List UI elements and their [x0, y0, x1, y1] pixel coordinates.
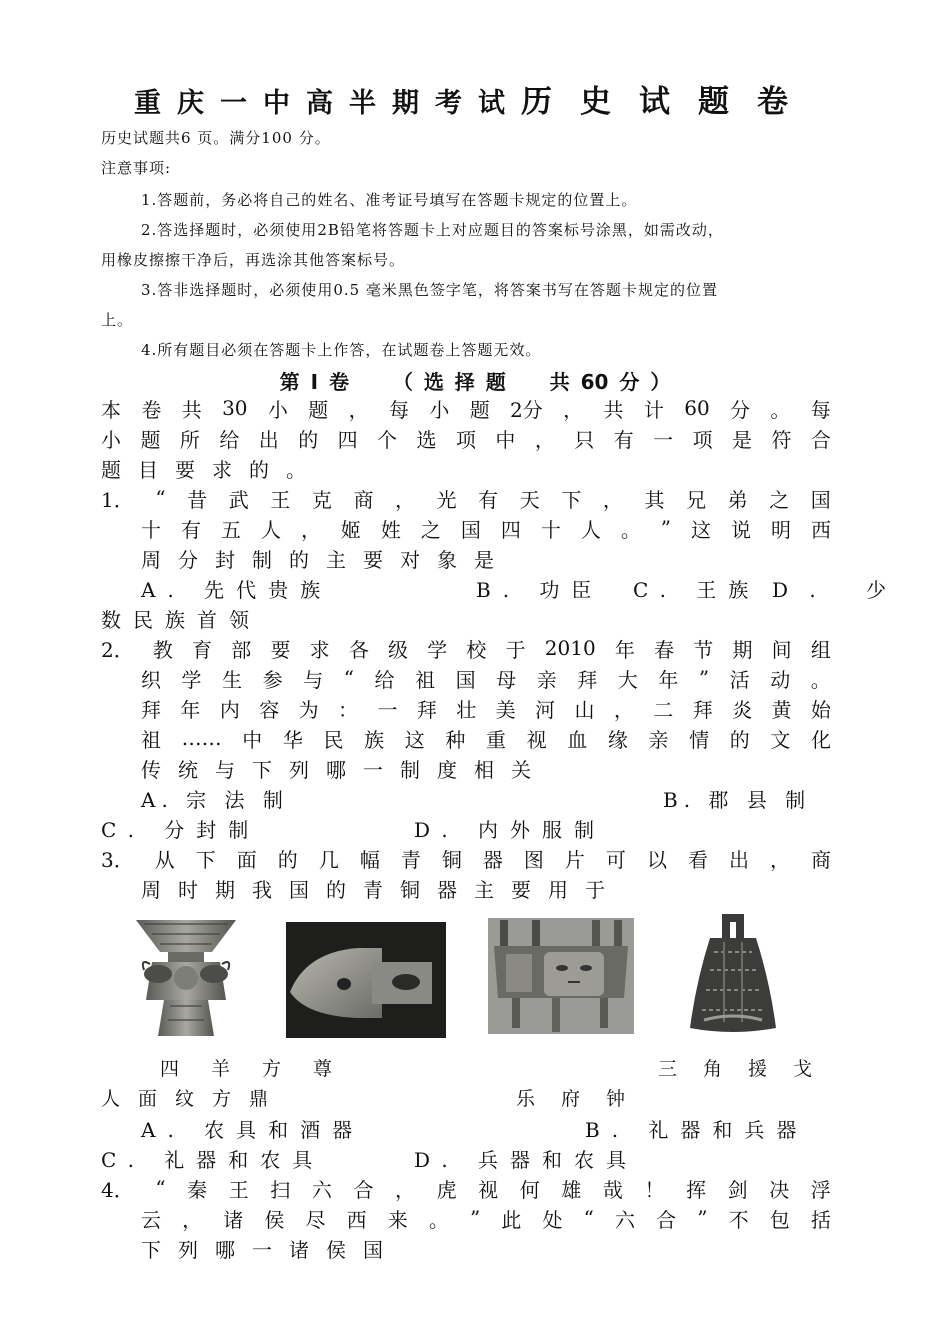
- text-char: 生: [222, 667, 243, 692]
- text-char: 处: [542, 1207, 563, 1232]
- question-3-option-a: A. 农具和酒器: [141, 1118, 365, 1142]
- text-char: 明: [770, 517, 791, 542]
- text-char: 要: [511, 877, 531, 902]
- text-char: 下: [141, 1237, 161, 1262]
- text-char: 学: [427, 637, 448, 662]
- text-char: 求: [212, 457, 232, 482]
- text-char: 于: [505, 637, 526, 662]
- text-char: 的: [298, 427, 319, 452]
- text-char: 侯: [264, 1207, 285, 1232]
- text-char: 相: [474, 757, 494, 782]
- text-char: 炎: [732, 697, 753, 722]
- text-char: 内: [219, 697, 240, 722]
- text-char: 符: [771, 427, 792, 452]
- text-char: 本: [101, 397, 121, 422]
- text-char: 下: [252, 757, 272, 782]
- text-char: 姬: [340, 517, 361, 542]
- question-2-option-a: A. 宗 法 制: [141, 788, 289, 812]
- text-char: 每: [388, 397, 409, 422]
- text-char: 十: [141, 517, 161, 542]
- text-char: 缘: [607, 727, 628, 752]
- text-char: 拜: [692, 697, 713, 722]
- text-char: 何: [519, 1177, 540, 1202]
- text-char: 题: [140, 427, 161, 452]
- text-char: 国: [460, 517, 481, 542]
- text-char: 五: [220, 517, 241, 542]
- text-char: 对: [400, 547, 420, 572]
- text-char: 这: [404, 727, 425, 752]
- text-char: 列: [289, 757, 309, 782]
- text-char: 哪: [326, 757, 346, 782]
- text-char: 计: [643, 397, 664, 422]
- text-char: 西: [810, 517, 831, 542]
- section-heading: 第 Ⅰ 卷 （ 选 择 题 共 60 分 ）: [279, 370, 671, 394]
- exam-title-school: 重庆一中高半期考试: [134, 88, 521, 119]
- text-char: 诸: [289, 1237, 309, 1262]
- text-char: 是: [474, 547, 494, 572]
- text-char: 六: [311, 1177, 332, 1202]
- text-char: 校: [466, 637, 487, 662]
- text-char: 年: [658, 667, 679, 692]
- text-char: 要: [270, 637, 291, 662]
- text-char: “: [155, 1176, 166, 1200]
- text-char: 中: [242, 727, 263, 752]
- question-1-option-a: A. 先代贵族: [141, 578, 333, 602]
- caption-four-ram-zun: 四羊方尊: [160, 1058, 365, 1080]
- text-char: 年: [180, 697, 201, 722]
- text-char: 与: [215, 757, 235, 782]
- text-char: ”: [697, 1206, 708, 1230]
- text-char: 织: [141, 667, 161, 692]
- text-char: 求: [309, 637, 330, 662]
- text-char: 目: [138, 457, 158, 482]
- text-char: 期: [215, 877, 235, 902]
- text-char: 始: [810, 697, 831, 722]
- text-char: 种: [445, 727, 466, 752]
- text-char: 视: [526, 727, 547, 752]
- text-char: 1．: [101, 487, 134, 512]
- text-char: 小: [101, 427, 121, 452]
- text-char: 国: [810, 487, 831, 512]
- text-char: “: [155, 486, 166, 510]
- text-char: 年: [614, 637, 635, 662]
- text-char: 给: [374, 667, 395, 692]
- text-char: 。: [428, 1207, 449, 1232]
- text-char: 一: [653, 427, 674, 452]
- text-char: 扫: [270, 1177, 291, 1202]
- text-char: 说: [731, 517, 751, 542]
- text-char: 小: [267, 397, 288, 422]
- text-char: 四: [337, 427, 358, 452]
- question-1-stem: [101, 484, 831, 512]
- text-char: 祖: [415, 667, 436, 692]
- text-char: 商: [811, 847, 831, 872]
- text-char: ，: [613, 697, 634, 722]
- text-char: 我: [252, 877, 272, 902]
- text-char: 列: [178, 1237, 198, 1262]
- text-char: 的: [289, 547, 309, 572]
- text-char: ，: [602, 487, 623, 512]
- bronze-ding-image: [488, 918, 634, 1034]
- question-2-option-d: D. 内外服制: [414, 818, 607, 842]
- text-char: 母: [496, 667, 517, 692]
- text-char: 主: [326, 547, 346, 572]
- text-char: ”: [698, 666, 710, 690]
- text-char: 主: [474, 877, 494, 902]
- text-char: 族: [364, 727, 385, 752]
- exam-title-subject: 历史试题卷: [521, 84, 816, 120]
- text-char: 兄: [686, 487, 707, 512]
- text-char: 合: [810, 427, 831, 452]
- text-char: 分: [178, 547, 198, 572]
- text-char: 以: [646, 847, 667, 872]
- text-char: 昔: [187, 487, 208, 512]
- text-char: 间: [771, 637, 792, 662]
- text-char: 下: [195, 847, 216, 872]
- text-char: 有: [478, 487, 499, 512]
- text-char: 出: [258, 427, 279, 452]
- text-char: 一: [252, 1237, 272, 1262]
- question-4-stem: [101, 1174, 831, 1202]
- text-char: 传: [141, 757, 161, 782]
- text-char: 关: [511, 757, 531, 782]
- text-char: 60: [684, 396, 710, 420]
- text-char: ，: [563, 397, 584, 422]
- text-char: “: [583, 1206, 594, 1230]
- section-instructions-line: [101, 454, 831, 482]
- text-char: 时: [178, 877, 198, 902]
- text-char: 是: [732, 427, 752, 452]
- text-char: ，: [348, 397, 369, 422]
- question-4-stem: [141, 1204, 831, 1232]
- text-char: 来: [387, 1207, 408, 1232]
- question-1-option-b: B. 功臣: [476, 578, 604, 602]
- text-char: 光: [436, 487, 457, 512]
- text-char: 统: [178, 757, 198, 782]
- text-char: 武: [228, 487, 249, 512]
- text-char: 出: [728, 847, 749, 872]
- text-char: 小: [429, 397, 450, 422]
- text-char: 河: [535, 697, 556, 722]
- text-char: 项: [455, 427, 476, 452]
- text-char: 铜: [441, 847, 462, 872]
- text-char: ，: [534, 427, 555, 452]
- text-char: 。: [810, 667, 831, 692]
- text-char: 。: [286, 457, 306, 482]
- text-char: 民: [323, 727, 344, 752]
- caption-bell: 乐府钟: [516, 1088, 652, 1110]
- text-char: 育: [192, 637, 213, 662]
- text-char: 共: [181, 397, 202, 422]
- text-char: 文: [770, 727, 791, 752]
- text-char: 云: [141, 1207, 161, 1232]
- text-char: ，: [182, 1207, 203, 1232]
- text-char: 节: [693, 637, 714, 662]
- text-char: 几: [318, 847, 339, 872]
- text-char: ，: [395, 1177, 416, 1202]
- text-char: 血: [567, 727, 588, 752]
- caption-ding: 人面纹方鼎: [101, 1088, 287, 1110]
- note-item-2: 2.答选择题时，必须使用2B铅笔将答题卡上对应题目的答案标号涂黑，如需改动，: [141, 221, 724, 239]
- question-2-option-b: B. 郡 县 制: [663, 788, 812, 812]
- text-char: 3．: [101, 847, 134, 872]
- text-char: 教: [152, 637, 173, 662]
- text-char: 此: [501, 1207, 522, 1232]
- text-char: 卷: [141, 397, 162, 422]
- text-char: 每: [810, 397, 831, 422]
- question-1-option-d: D. 少: [772, 578, 909, 602]
- intro-text: 历史试题共6 页。满分100 分。: [101, 129, 331, 147]
- text-char: 之: [420, 517, 441, 542]
- text-char: ”: [660, 516, 672, 540]
- bronze-bell-image: [684, 912, 782, 1036]
- text-char: ……: [181, 726, 222, 750]
- text-char: 用: [548, 877, 568, 902]
- note-item-2-cont: 用橡皮擦擦干净后，再选涂其他答案标号。: [101, 251, 406, 269]
- text-char: 大: [617, 667, 638, 692]
- text-char: ：: [338, 697, 359, 722]
- question-2-stem: [141, 664, 831, 692]
- text-char: 要: [363, 547, 383, 572]
- text-char: 题: [101, 457, 121, 482]
- text-char: 克: [311, 487, 332, 512]
- exam-title: [0, 76, 950, 121]
- text-char: 拜: [577, 667, 598, 692]
- text-char: 。: [770, 397, 791, 422]
- question-1-option-c: C. 王族: [633, 578, 761, 602]
- text-char: 王: [228, 1177, 249, 1202]
- text-char: 容: [259, 697, 280, 722]
- text-char: 铜: [400, 877, 420, 902]
- text-char: 中: [495, 427, 516, 452]
- text-char: 亲: [536, 667, 557, 692]
- text-char: 象: [437, 547, 457, 572]
- text-char: 参: [262, 667, 283, 692]
- text-char: 弟: [727, 487, 748, 512]
- text-char: 哉: [602, 1177, 623, 1202]
- text-char: 十: [540, 517, 561, 542]
- text-char: 尽: [305, 1207, 326, 1232]
- text-char: 包: [769, 1207, 790, 1232]
- text-char: 国: [289, 877, 309, 902]
- text-char: 合: [656, 1207, 677, 1232]
- text-char: 30: [222, 396, 248, 420]
- text-char: 的: [729, 727, 750, 752]
- text-char: 括: [810, 1207, 831, 1232]
- text-char: 学: [181, 667, 202, 692]
- text-char: ，: [769, 847, 790, 872]
- text-char: 有: [613, 427, 634, 452]
- text-char: 化: [811, 727, 831, 752]
- text-char: 于: [585, 877, 605, 902]
- text-char: 的: [249, 457, 269, 482]
- question-2-stem: [141, 754, 831, 782]
- text-char: 2010: [544, 636, 596, 660]
- question-3-option-b: B. 礼器和兵器: [585, 1118, 809, 1142]
- text-char: 幅: [359, 847, 380, 872]
- text-char: 与: [303, 667, 324, 692]
- text-char: 封: [215, 547, 235, 572]
- text-char: 面: [236, 847, 257, 872]
- text-char: “: [343, 666, 354, 690]
- text-char: 活: [729, 667, 750, 692]
- text-char: 一: [363, 757, 383, 782]
- text-char: 国: [363, 1237, 383, 1262]
- text-char: 部: [231, 637, 252, 662]
- text-char: 看: [687, 847, 708, 872]
- text-char: 要: [175, 457, 195, 482]
- text-char: 视: [478, 1177, 499, 1202]
- text-char: 哪: [215, 1237, 235, 1262]
- text-char: 西: [346, 1207, 367, 1232]
- text-char: 。: [620, 517, 641, 542]
- text-char: 器: [437, 877, 457, 902]
- text-char: 六: [614, 1207, 635, 1232]
- text-char: 秦: [187, 1177, 208, 1202]
- text-char: 姓: [380, 517, 401, 542]
- text-char: 共: [603, 397, 624, 422]
- text-char: 题: [308, 397, 329, 422]
- text-char: 2．: [101, 637, 134, 662]
- text-char: 二: [653, 697, 674, 722]
- question-3-option-c: C. 礼器和农具: [101, 1148, 325, 1172]
- text-char: 人: [580, 517, 601, 542]
- text-char: 制: [400, 757, 420, 782]
- text-char: 华: [282, 727, 303, 752]
- text-char: 下: [561, 487, 582, 512]
- text-char: 题: [469, 397, 490, 422]
- text-char: 天: [519, 487, 540, 512]
- text-char: 级: [388, 637, 409, 662]
- text-char: 雄: [561, 1177, 582, 1202]
- question-3-stem: [141, 874, 831, 902]
- question-3-option-d: D. 兵器和农具: [414, 1148, 639, 1172]
- text-char: 剑: [727, 1177, 748, 1202]
- text-char: 春: [654, 637, 675, 662]
- text-char: 给: [219, 427, 240, 452]
- text-char: 不: [728, 1207, 749, 1232]
- question-1-option-d-cont: 数民族首领: [101, 608, 261, 632]
- text-char: 选: [416, 427, 437, 452]
- text-char: 度: [437, 757, 457, 782]
- text-char: 拜: [141, 697, 161, 722]
- text-char: 重: [486, 727, 506, 752]
- text-char: 壮: [456, 697, 477, 722]
- question-4-stem: [141, 1234, 831, 1262]
- text-char: 四: [500, 517, 521, 542]
- text-char: 2分: [510, 397, 543, 422]
- text-char: 可: [605, 847, 626, 872]
- question-1-stem: [141, 544, 831, 572]
- text-char: 的: [326, 877, 346, 902]
- text-char: 山: [574, 697, 595, 722]
- text-char: 一: [377, 697, 398, 722]
- text-char: 亲: [648, 727, 669, 752]
- text-char: 商: [353, 487, 374, 512]
- text-char: 黄: [771, 697, 792, 722]
- text-char: ，: [300, 517, 321, 542]
- text-char: 之: [769, 487, 790, 512]
- text-char: 片: [564, 847, 585, 872]
- text-char: 动: [770, 667, 791, 692]
- text-char: 决: [769, 1177, 790, 1202]
- text-char: 人: [260, 517, 281, 542]
- text-char: 周: [141, 877, 161, 902]
- note-item-3-cont: 上。: [101, 311, 134, 329]
- text-char: 王: [270, 487, 291, 512]
- question-1-stem: [141, 514, 831, 542]
- text-char: ，: [395, 487, 416, 512]
- text-char: 的: [277, 847, 298, 872]
- text-char: 从: [154, 847, 175, 872]
- text-char: 只: [574, 427, 595, 452]
- text-char: 挥: [686, 1177, 707, 1202]
- text-char: 诸: [223, 1207, 244, 1232]
- note-item-3: 3.答非选择题时，必须使用0.5 毫米黑色签字笔，将答案书写在答题卡规定的位置: [141, 281, 718, 299]
- text-char: 有: [180, 517, 201, 542]
- note-item-1: 1.答题前，务必将自己的姓名、准考证号填写在答题卡规定的位置上。: [141, 191, 638, 209]
- question-2-stem: [141, 694, 831, 722]
- section-instructions-line: [101, 394, 831, 422]
- text-char: 浮: [810, 1177, 831, 1202]
- text-char: 情: [689, 727, 710, 752]
- section-instructions-line: [101, 424, 831, 452]
- text-char: ”: [470, 1206, 481, 1230]
- notes-heading: 注意事项:: [101, 159, 172, 177]
- text-char: 制: [252, 547, 272, 572]
- text-char: 4．: [101, 1177, 134, 1202]
- text-char: 个: [377, 427, 398, 452]
- text-char: ！: [644, 1177, 665, 1202]
- text-char: 为: [298, 697, 319, 722]
- text-char: 青: [363, 877, 383, 902]
- question-2-stem: [101, 634, 831, 662]
- text-char: 侯: [326, 1237, 346, 1262]
- text-char: 美: [495, 697, 516, 722]
- text-char: 图: [523, 847, 544, 872]
- text-char: 期: [732, 637, 753, 662]
- text-char: 各: [348, 637, 369, 662]
- text-char: 青: [400, 847, 421, 872]
- question-2-option-c: C. 分封制: [101, 818, 261, 842]
- text-char: 这: [691, 517, 712, 542]
- text-char: 项: [692, 427, 713, 452]
- text-char: 其: [644, 487, 665, 512]
- text-char: 合: [353, 1177, 374, 1202]
- text-char: 国: [455, 667, 476, 692]
- text-char: 周: [141, 547, 161, 572]
- text-char: 拜: [416, 697, 437, 722]
- question-2-stem: [141, 724, 831, 752]
- text-char: 所: [179, 427, 200, 452]
- note-item-4: 4.所有题目必须在答题卡上作答，在试题卷上答题无效。: [141, 341, 542, 359]
- caption-ge: 三角援戈: [658, 1058, 839, 1080]
- text-char: 分: [730, 397, 751, 422]
- bronze-ge-image: [286, 922, 446, 1038]
- text-char: 器: [482, 847, 503, 872]
- text-char: 祖: [141, 727, 161, 752]
- bronze-zun-image: [130, 916, 242, 1040]
- question-3-stem: [101, 844, 831, 872]
- text-char: 组: [810, 637, 831, 662]
- text-char: 虎: [436, 1177, 457, 1202]
